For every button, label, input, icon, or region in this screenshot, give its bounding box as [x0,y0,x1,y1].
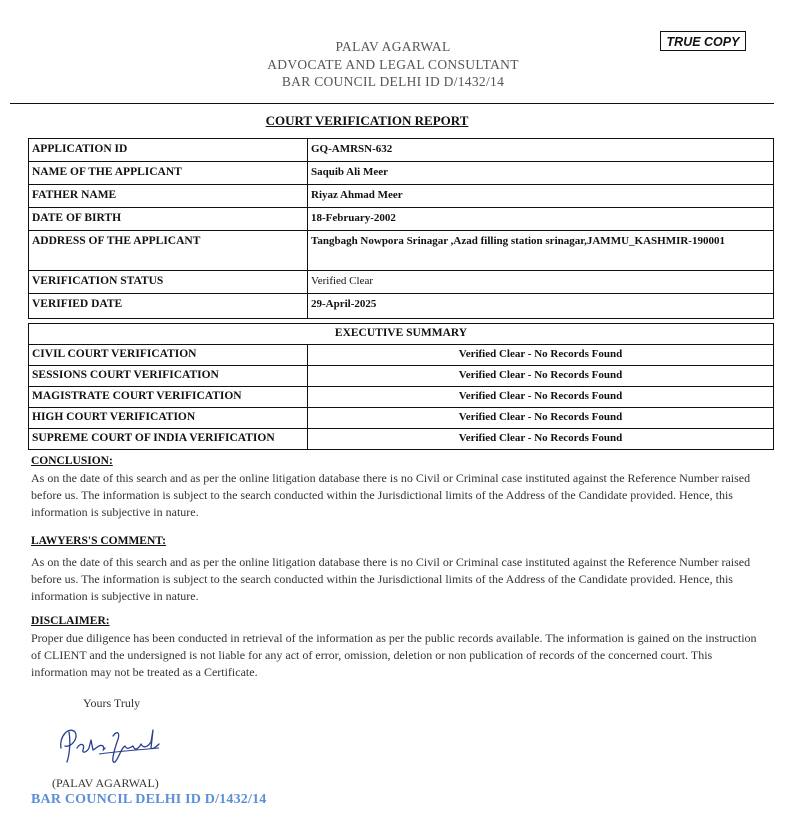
field-label: DATE OF BIRTH [29,208,308,231]
table-row [29,408,774,429]
applicant-details-table [28,138,774,319]
court-result: Verified Clear - No Records Found [308,408,774,429]
field-label: NAME OF THE APPLICANT [29,162,308,185]
table-row [29,162,774,185]
field-value: Riyaz Ahmad Meer [308,185,774,208]
conclusion-title: CONCLUSION: [31,455,113,467]
field-label: VERIFIED DATE [29,294,308,319]
field-value: Tangbagh Nowpora Srinagar ,Azad filling station srinagar,JAMMU_KASHMIR-190001 [308,231,774,271]
table-row [29,208,774,231]
table-row [29,271,774,294]
signatory-name: (PALAV AGARWAL) [52,776,159,790]
table-row [29,366,774,387]
advocate-title: ADVOCATE AND LEGAL CONSULTANT [267,56,519,72]
true-copy-stamp: TRUE COPY [660,31,746,51]
court-result: Verified Clear - No Records Found [308,387,774,408]
report-title: COURT VERIFICATION REPORT [265,113,469,128]
disclaimer-text: Proper due diligence has been conducted in retrieval of the information as per the public records available. The information is gained on the instruction of CLIENT and the undersigned is not liable for any act of error, omission, deletion or non publication of records of the concerned court. This information may not be treated as a Certificate. [31,631,757,679]
court-result: Verified Clear - No Records Found [308,366,774,387]
field-label: FATHER NAME [29,185,308,208]
field-value: GQ-AMRSN-632 [308,139,774,162]
lawyer-comment-text: As on the date of this search and as per the online litigation database there is no Civil or Criminal case instituted against the Reference Number raised before us. The information is subject to the search conducted within the Jurisdictional limits of the Address of the Candidate provided. Hence, this information is subjective in nature. [31,555,751,603]
field-value: 18-February-2002 [308,208,774,231]
court-result: Verified Clear - No Records Found [308,345,774,366]
executive-summary-table [28,323,774,450]
table-row [29,294,774,319]
handwritten-signature [55,718,165,770]
table-row [29,185,774,208]
court-label: HIGH COURT VERIFICATION [29,408,308,429]
field-value: 29-April-2025 [308,294,774,319]
court-label: MAGISTRATE COURT VERIFICATION [29,387,308,408]
bar-council-id: BAR COUNCIL DELHI ID D/1432/14 [281,74,505,89]
field-value: Saquib Ali Meer [308,162,774,185]
table-row [29,387,774,408]
table-row [29,139,774,162]
table-row [29,231,774,271]
header-divider [10,103,774,104]
table-row [29,429,774,450]
disclaimer-title: DISCLAIMER: [31,615,110,627]
executive-summary-heading: EXECUTIVE SUMMARY [29,324,774,345]
table-row [29,345,774,366]
footer-bar-council-id: BAR COUNCIL DELHI ID D/1432/14 [31,792,267,807]
lawyer-comment-title: LAWYERS'S COMMENT: [31,535,166,547]
field-label: VERIFICATION STATUS [29,271,308,294]
table-row [29,324,774,345]
court-label: SUPREME COURT OF INDIA VERIFICATION [29,429,308,450]
closing-salutation: Yours Truly [83,696,141,710]
court-label: CIVIL COURT VERIFICATION [29,345,308,366]
field-value: Verified Clear [308,271,774,294]
conclusion-text: As on the date of this search and as per the online litigation database there is no Civil or Criminal case instituted against the Reference Number raised before us. The information is subject to the search conducted within the Jurisdictional limits of the Address of the Candidate provided. Hence, this information is subjective in nature. [31,471,751,519]
field-label: ADDRESS OF THE APPLICANT [29,231,308,271]
court-result: Verified Clear - No Records Found [308,429,774,450]
advocate-name: PALAV AGARWAL [335,39,451,54]
court-label: SESSIONS COURT VERIFICATION [29,366,308,387]
field-label: APPLICATION ID [29,139,308,162]
